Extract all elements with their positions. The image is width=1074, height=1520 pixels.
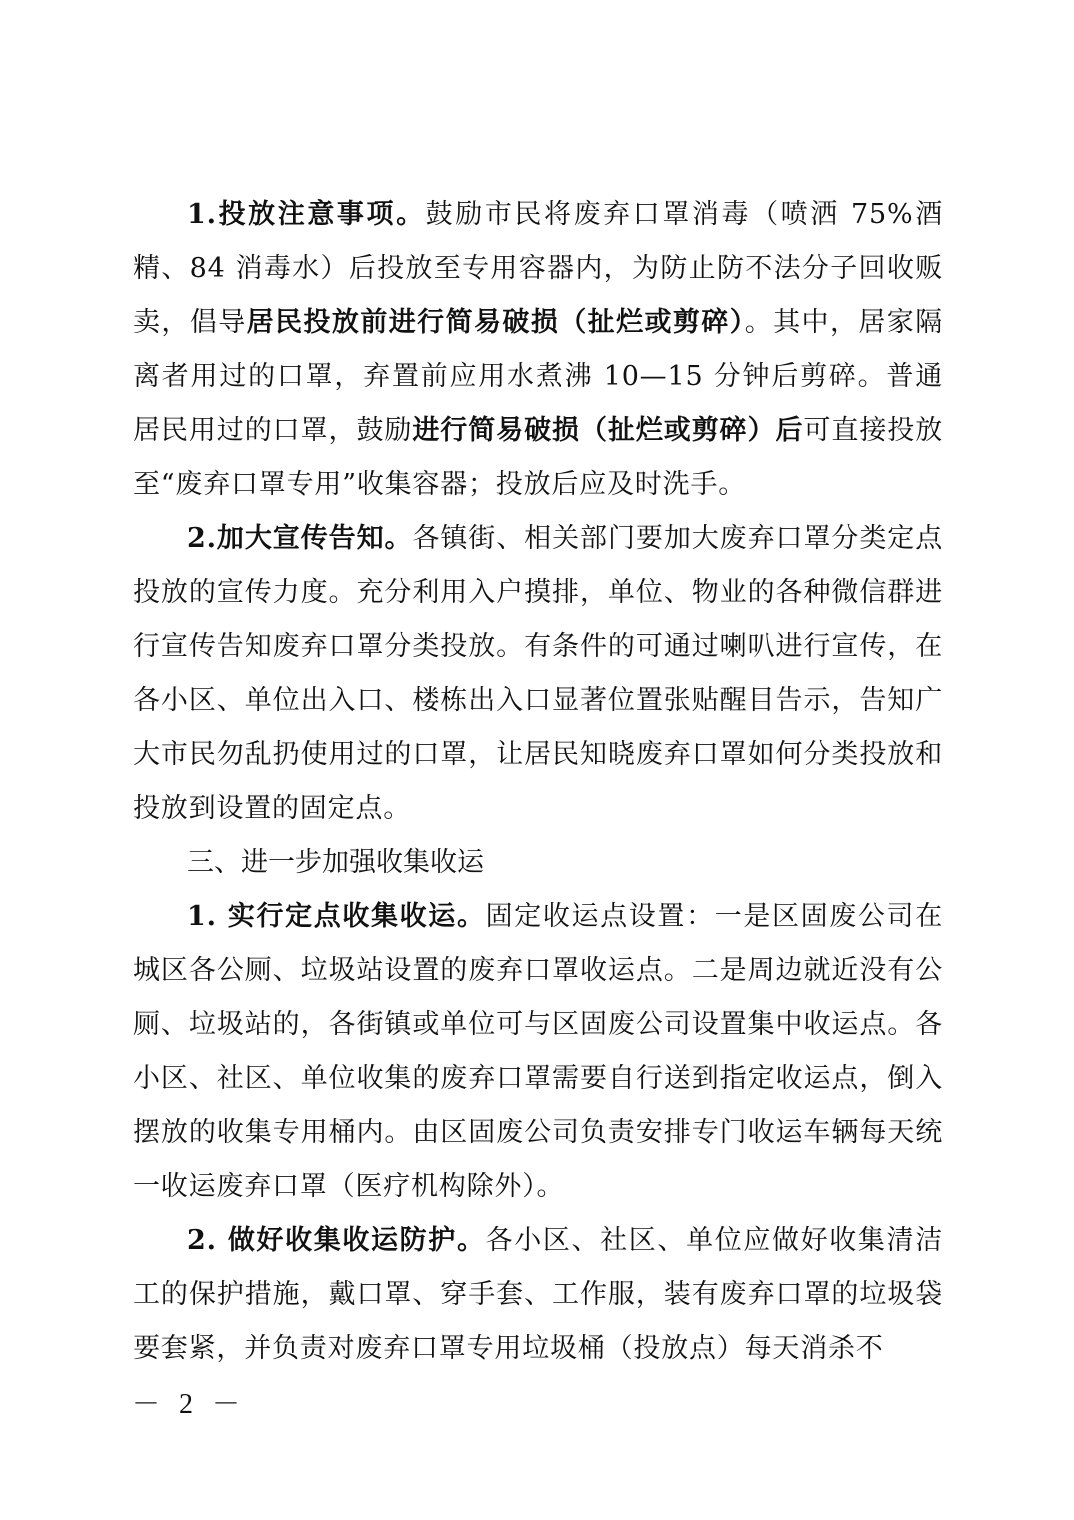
paragraph-text: 鼓励市民将废弃口罩消毒（喷洒 75%酒精、84 消毒水）后投放至专用容器内，为防止防不法分子回收贩卖，倡导 — [133, 199, 944, 338]
paragraph-publicity — [133, 512, 943, 836]
paragraph-text: 各镇街、相关部门要加大废弃口罩分类定点投放的宣传力度。充分利用入户摸排，单位、物业的各种微信群进行宣传告知废弃口罩分类投放。有条件的可通过喇叭进行宣传，在各小区、单位出入口、楼栋出入口显著位置张贴醒目告示，告知广大市民勿乱扔使用过的口罩，让居民知晓废弃口罩如何分类投放和投放到设置的固定点。 — [133, 523, 943, 824]
document-body — [133, 188, 943, 1376]
paragraph-text: 各小区、社区、单位应做好收集清洁工的保护措施，戴口罩、穿手套、工作服，装有废弃口罩的垃圾袋要套紧，并负责对废弃口罩专用垃圾桶（投放点）每天消杀不 — [133, 1225, 943, 1364]
section-heading: 三、进一步加强收集收运 — [187, 847, 484, 878]
paragraph-lead: 2.加大宣传告知。 — [187, 523, 413, 554]
paragraph-lead: 2. 做好收集收运防护。 — [187, 1225, 486, 1256]
page-number: － 2 － — [132, 1389, 247, 1420]
paragraph-fixed-collection — [133, 890, 943, 1214]
paragraph-text: 可直接投放至“废弃口罩专用”收集容器；投放后应及时洗手。 — [133, 415, 944, 500]
paragraph-emphasis: 进行简易破损（扯烂或剪碎）后 — [412, 415, 804, 446]
paragraph-lead: 1. 实行定点收集收运。 — [187, 901, 486, 932]
paragraph-lead: 1.投放注意事项。 — [187, 199, 426, 230]
paragraph-text: 固定收运点设置：一是区固废公司在城区各公厕、垃圾站设置的废弃口罩收运点。二是周边就近没有公厕、垃圾站的，各街镇或单位可与区固废公司设置集中收运点。各小区、社区、单位收集的废弃口罩需要自行送到指定收运点，倒入摆放的收集专用桶内。由区固废公司负责安排专门收运车辆每天统一收运废弃口罩（医疗机构除外）。 — [133, 901, 943, 1202]
paragraph-emphasis: 居民投放前进行简易破损（扯烂或剪碎） — [246, 307, 745, 338]
paragraph-collection-protection — [133, 1214, 943, 1376]
paragraph-text: 。其中，居家隔离者用过的口罩，弃置前应用水煮沸 10—15 分钟后剪碎。普通居民用过的口罩，鼓励 — [133, 307, 943, 446]
paragraph-disposal-notes — [133, 188, 943, 512]
